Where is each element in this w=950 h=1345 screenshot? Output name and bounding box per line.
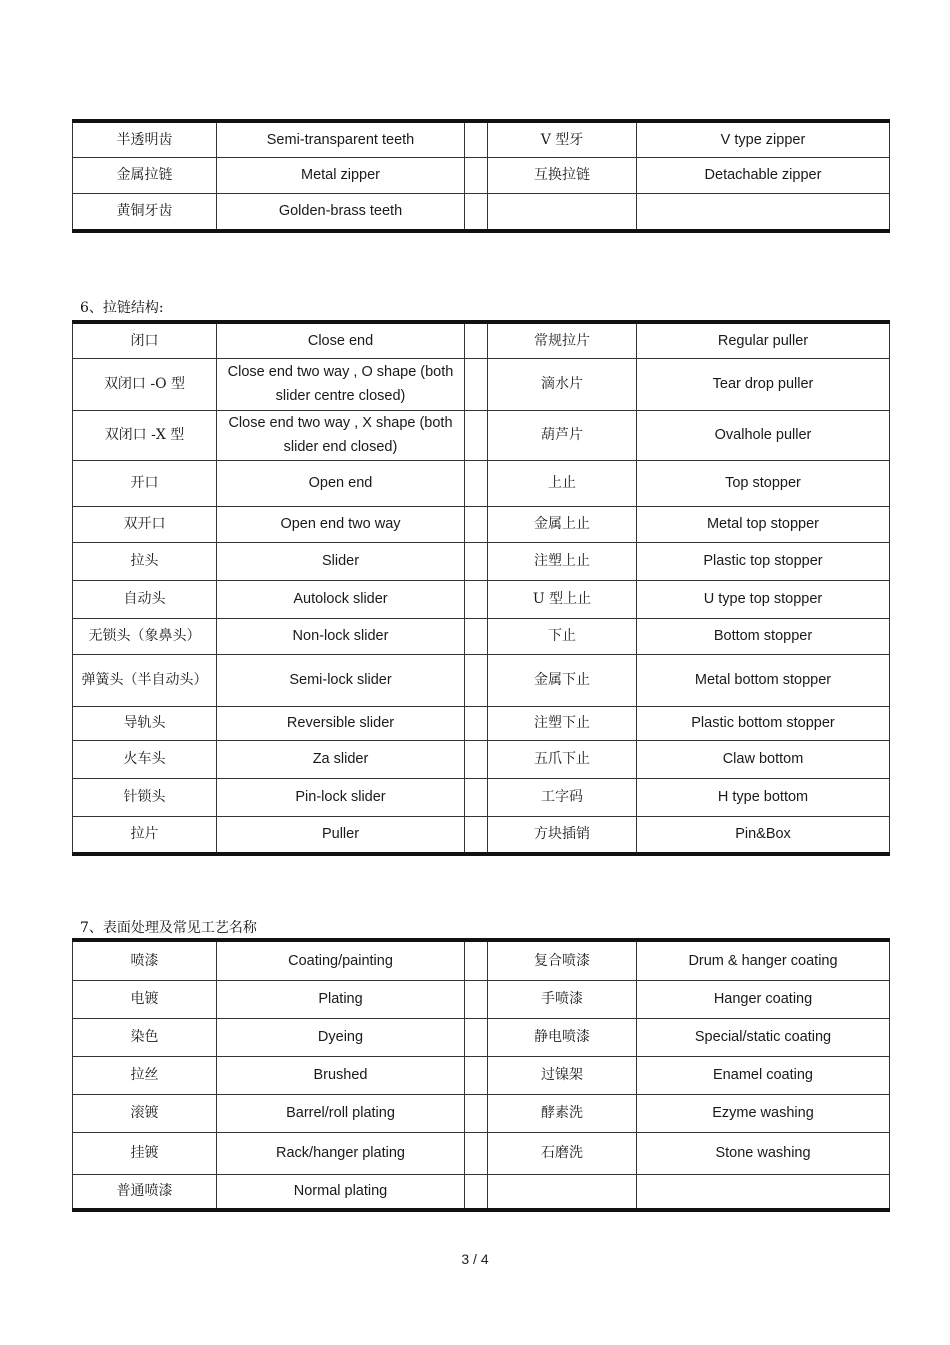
zh-term-right: 五爪下止 [488, 740, 637, 778]
en-term-right: Hanger coating [637, 980, 890, 1018]
zh-term-left: 拉丝 [73, 1056, 217, 1094]
en-term-left: Slider [217, 542, 465, 580]
zh-term-left: 喷漆 [73, 940, 217, 980]
column-gap [465, 816, 488, 854]
zh-term-left: 针锁头 [73, 778, 217, 816]
table-row [73, 410, 890, 460]
en-term-left: Reversible slider [217, 706, 465, 740]
zh-term-left: 火车头 [73, 740, 217, 778]
zh-term-left: 双闭口 -X 型 [73, 410, 217, 460]
section-7-heading: 7、表面处理及常见工艺名称 [80, 920, 257, 936]
zh-term-right [488, 1174, 637, 1210]
table-row [73, 1174, 890, 1210]
table-row [73, 506, 890, 542]
en-term-left: Semi-transparent teeth [217, 121, 465, 157]
en-term-right: Pin&Box [637, 816, 890, 854]
table-row [73, 157, 890, 193]
en-term-left: Puller [217, 816, 465, 854]
en-term-right: Bottom stopper [637, 618, 890, 654]
en-term-right: Top stopper [637, 460, 890, 506]
en-term-right: Plastic bottom stopper [637, 706, 890, 740]
en-term-right: Tear drop puller [637, 358, 890, 410]
en-term-right: Special/static coating [637, 1018, 890, 1056]
column-gap [465, 1056, 488, 1094]
table-row [73, 1094, 890, 1132]
table-row [73, 740, 890, 778]
column-gap [465, 506, 488, 542]
zh-term-right: 葫芦片 [488, 410, 637, 460]
en-term-right: Ezyme washing [637, 1094, 890, 1132]
column-gap [465, 1018, 488, 1056]
page-number: 3 / 4 [461, 1251, 489, 1267]
en-term-right: Enamel coating [637, 1056, 890, 1094]
zh-term-right: 注塑下止 [488, 706, 637, 740]
column-gap [465, 358, 488, 410]
en-term-left: Dyeing [217, 1018, 465, 1056]
zipper-structure-table [72, 320, 890, 856]
table-row [73, 1056, 890, 1094]
table-row [73, 654, 890, 706]
column-gap [465, 121, 488, 157]
zh-term-left: 弹簧头（半自动头） [73, 654, 217, 706]
zh-term-right: 工字码 [488, 778, 637, 816]
zh-term-right: 石磨洗 [488, 1132, 637, 1174]
zh-term-right: 上止 [488, 460, 637, 506]
column-gap [465, 1174, 488, 1210]
column-gap [465, 542, 488, 580]
table-row [73, 121, 890, 157]
en-term-left: Coating/painting [217, 940, 465, 980]
table-row [73, 542, 890, 580]
column-gap [465, 1094, 488, 1132]
zh-term-left: 无锁头（象鼻头） [73, 618, 217, 654]
column-gap [465, 580, 488, 618]
zipper-types-table [72, 119, 890, 233]
zh-term-left: 电镀 [73, 980, 217, 1018]
en-term-right: Ovalhole puller [637, 410, 890, 460]
table-row [73, 322, 890, 358]
table-row [73, 618, 890, 654]
column-gap [465, 740, 488, 778]
en-term-right: Drum & hanger coating [637, 940, 890, 980]
en-term-left: Autolock slider [217, 580, 465, 618]
zh-term-right: 常规拉片 [488, 322, 637, 358]
column-gap [465, 778, 488, 816]
en-term-right: H type bottom [637, 778, 890, 816]
zh-term-right: 注塑上止 [488, 542, 637, 580]
zh-term-left: 普通喷漆 [73, 1174, 217, 1210]
zh-term-left: 金属拉链 [73, 157, 217, 193]
zh-term-left: 半透明齿 [73, 121, 217, 157]
zh-term-right: 静电喷漆 [488, 1018, 637, 1056]
column-gap [465, 410, 488, 460]
zh-term-right: 金属上止 [488, 506, 637, 542]
en-term-left: Semi-lock slider [217, 654, 465, 706]
zh-term-right: 下止 [488, 618, 637, 654]
table-row [73, 580, 890, 618]
zh-term-left: 双闭口 -O 型 [73, 358, 217, 410]
zh-term-right: 互换拉链 [488, 157, 637, 193]
en-term-left: Open end [217, 460, 465, 506]
en-term-left: Za slider [217, 740, 465, 778]
table-row [73, 358, 890, 410]
table-row [73, 940, 890, 980]
column-gap [465, 322, 488, 358]
en-term-right: Metal top stopper [637, 506, 890, 542]
zh-term-left: 双开口 [73, 506, 217, 542]
table-row [73, 816, 890, 854]
zh-term-right: U 型上止 [488, 580, 637, 618]
zh-term-left: 黄铜牙齿 [73, 193, 217, 231]
column-gap [465, 157, 488, 193]
table-row [73, 460, 890, 506]
table-row [73, 193, 890, 231]
en-term-left: Barrel/roll plating [217, 1094, 465, 1132]
en-term-left: Pin-lock slider [217, 778, 465, 816]
en-term-left: Close end [217, 322, 465, 358]
column-gap [465, 193, 488, 231]
table-row [73, 1132, 890, 1174]
en-term-right [637, 193, 890, 231]
zh-term-left: 自动头 [73, 580, 217, 618]
en-term-left: Brushed [217, 1056, 465, 1094]
column-gap [465, 980, 488, 1018]
zh-term-left: 开口 [73, 460, 217, 506]
en-term-left: Open end two way [217, 506, 465, 542]
en-term-right: Detachable zipper [637, 157, 890, 193]
zh-term-right: 方块插销 [488, 816, 637, 854]
en-term-left: Metal zipper [217, 157, 465, 193]
table-row [73, 778, 890, 816]
table-row [73, 980, 890, 1018]
zh-term-right: 酵素洗 [488, 1094, 637, 1132]
surface-treatment-table [72, 938, 890, 1212]
zh-term-left: 拉头 [73, 542, 217, 580]
zh-term-left: 导轨头 [73, 706, 217, 740]
zh-term-left: 闭口 [73, 322, 217, 358]
section-6-heading: 6、拉链结构: [80, 300, 164, 316]
zh-term-left: 染色 [73, 1018, 217, 1056]
zh-term-right: 滴水片 [488, 358, 637, 410]
table-row [73, 706, 890, 740]
zh-term-right: V 型牙 [488, 121, 637, 157]
zh-term-left: 拉片 [73, 816, 217, 854]
zh-term-right: 复合喷漆 [488, 940, 637, 980]
en-term-right: Stone washing [637, 1132, 890, 1174]
en-term-left: Non-lock slider [217, 618, 465, 654]
column-gap [465, 460, 488, 506]
en-term-left: Close end two way , X shape (both slider end closed) [217, 410, 465, 460]
en-term-right: Regular puller [637, 322, 890, 358]
en-term-left: Golden-brass teeth [217, 193, 465, 231]
en-term-right: U type top stopper [637, 580, 890, 618]
column-gap [465, 618, 488, 654]
en-term-left: Normal plating [217, 1174, 465, 1210]
en-term-right: V type zipper [637, 121, 890, 157]
zh-term-left: 滚镀 [73, 1094, 217, 1132]
zh-term-right [488, 193, 637, 231]
column-gap [465, 1132, 488, 1174]
zh-term-right: 金属下止 [488, 654, 637, 706]
en-term-right: Claw bottom [637, 740, 890, 778]
column-gap [465, 654, 488, 706]
column-gap [465, 706, 488, 740]
en-term-right: Plastic top stopper [637, 542, 890, 580]
zh-term-right: 手喷漆 [488, 980, 637, 1018]
table-row [73, 1018, 890, 1056]
en-term-right [637, 1174, 890, 1210]
en-term-left: Rack/hanger plating [217, 1132, 465, 1174]
en-term-left: Plating [217, 980, 465, 1018]
zh-term-right: 过镍架 [488, 1056, 637, 1094]
column-gap [465, 940, 488, 980]
en-term-left: Close end two way , O shape (both slider centre closed) [217, 358, 465, 410]
zh-term-left: 挂镀 [73, 1132, 217, 1174]
en-term-right: Metal bottom stopper [637, 654, 890, 706]
